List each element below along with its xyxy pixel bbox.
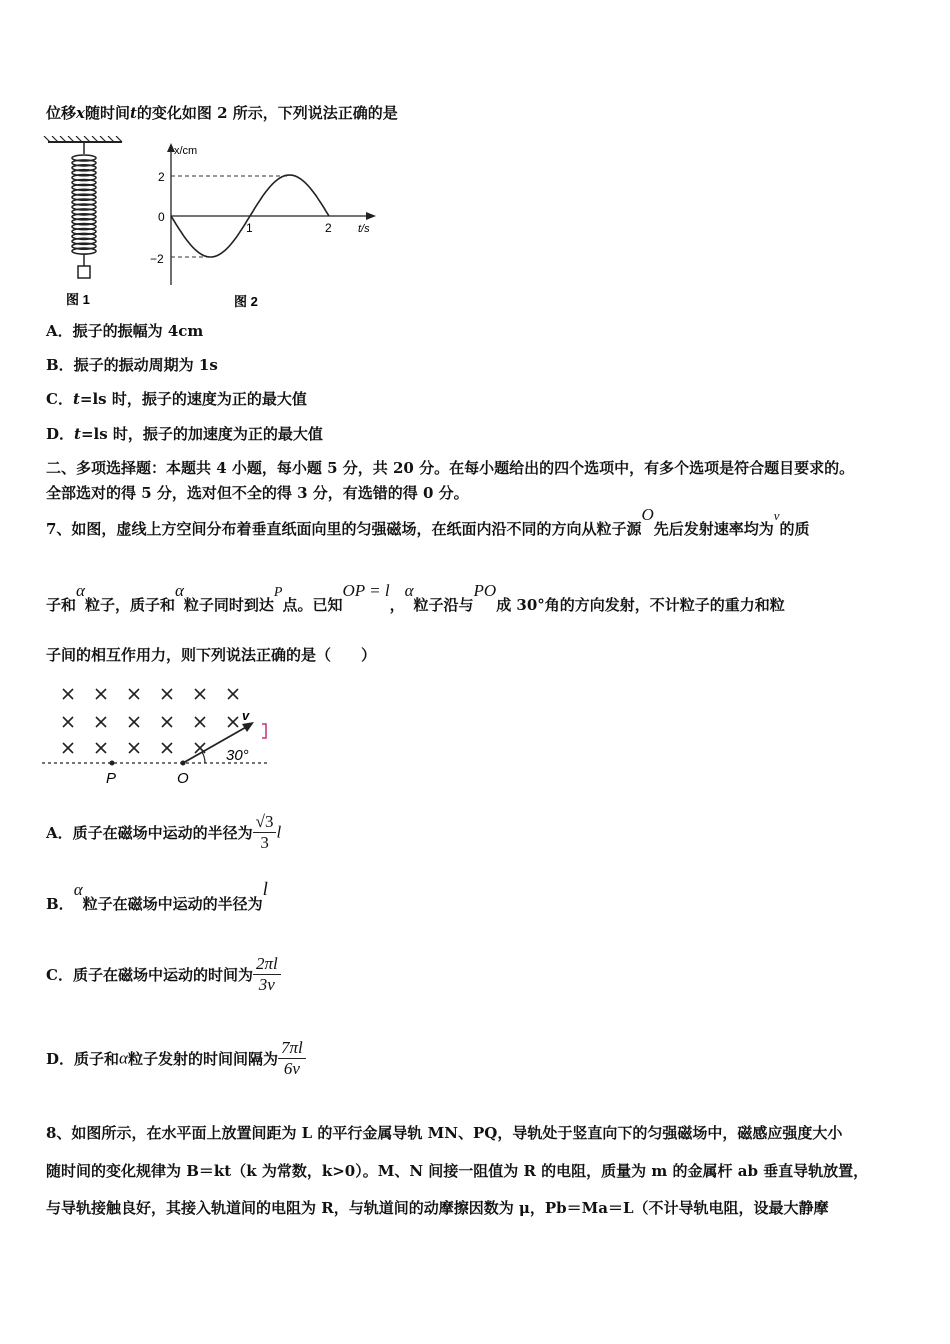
- q6-intro-b: 随时间: [84, 104, 130, 122]
- q7-line2: 子和α粒子，质子和α粒子同时到达P点。已知OP = l，α粒子沿与PO成 30°角的方向发射，不计粒子的重力和粒: [46, 581, 785, 614]
- tick-y-2: 2: [158, 170, 165, 184]
- xt-graph: [150, 140, 390, 310]
- symbol-v: v: [773, 508, 780, 523]
- symbol-alpha: α: [119, 1048, 128, 1068]
- fig1-caption: 图 1: [66, 292, 90, 307]
- symbol-O: O: [641, 505, 654, 524]
- tick-t-1: 1: [246, 221, 253, 235]
- tick-y-neg2: −2: [150, 252, 164, 266]
- tick-t-2: 2: [325, 221, 332, 235]
- q6-var-t: t: [129, 104, 137, 122]
- symbol-PO: PO: [473, 581, 497, 600]
- symbol-P: P: [273, 585, 283, 600]
- q6-var-x: x: [76, 104, 85, 122]
- tick-y-0: 0: [158, 210, 165, 224]
- magnetic-field-figure: [42, 680, 282, 790]
- fraction-2pil-over-3v: $\frac{2\pi l}{3v}$: [253, 954, 281, 995]
- fraction-7pil-over-6v: $\frac{7\pi l}{6v}$: [278, 1038, 306, 1079]
- section2-line2: 全部选对的得 5 分，选对但不全的得 3 分，有选错的得 0 分。: [46, 484, 469, 502]
- symbol-OP-eq-l: OP = l: [342, 581, 390, 600]
- fraction-sqrt3-over-3: $\frac{√3}{3}$: [253, 812, 277, 853]
- q6-option-d: D．t=ls 时，振子的加速度为正的最大值: [46, 425, 323, 443]
- q6-intro-c: 的变化如图 2 所示，下列说法正确的是: [136, 104, 398, 122]
- symbol-alpha: α: [76, 581, 85, 600]
- q6-option-a: A．振子的振幅为 4cm: [46, 322, 204, 340]
- q6-option-b: B．振子的振动周期为 1s: [46, 356, 218, 374]
- q7-option-d: D．质子和α粒子发射的时间间隔为 $\frac{7\pi l}{6v}$: [46, 1038, 306, 1079]
- y-axis-label: x/cm: [174, 145, 198, 157]
- q8-line2: 随时间的变化规律为 B＝kt（k 为常数，k>0）。M、N 间接一阻值为 R 的电阻，质量为 m 的金属杆 ab 垂直导轨放置，: [46, 1162, 869, 1180]
- q7-line1: 7、如图，虚线上方空间分布着垂直纸面向里的匀强磁场，在纸面内沿不同的方向从粒子源O先后发射速率均为v的质: [46, 505, 810, 538]
- q6-intro-a: 位移: [46, 104, 77, 122]
- x-axis-label: t/s: [358, 223, 370, 235]
- fig-point-O: O: [177, 770, 189, 787]
- q8-line1: 8、如图所示，在水平面上放置间距为 L 的平行金属导轨 MN、PQ，导轨处于竖直向下的匀强磁场中，磁感应强度大小: [46, 1124, 843, 1142]
- fig-angle-label: 30°: [226, 747, 249, 764]
- q6-intro: [46, 102, 398, 123]
- q6-option-c: C．t=ls 时，振子的速度为正的最大值: [46, 390, 307, 408]
- q8-line3: 与导轨接触良好，其接入轨道间的电阻为 R，与轨道间的动摩擦因数为 μ，Pb＝Ma＝L（不计导轨电阻，设最大静摩: [46, 1199, 829, 1217]
- q7-option-a: A．质子在磁场中运动的半径为 $\frac{√3}{3}$ l: [46, 812, 282, 852]
- spring-figure: [40, 136, 130, 308]
- fig2-caption: 图 2: [234, 294, 258, 309]
- q7-option-b: B．α粒子在磁场中运动的半径为l: [46, 879, 268, 913]
- q7-line3: 子间的相互作用力，则下列说法正确的是（ ）: [46, 646, 377, 664]
- fig-point-P: P: [106, 770, 117, 787]
- symbol-alpha: α: [174, 581, 184, 600]
- q7-option-c: C．质子在磁场中运动的时间为 $\frac{2\pi l}{3v}$: [46, 954, 281, 995]
- symbol-alpha: α: [73, 880, 83, 899]
- fig-velocity-label: v: [242, 708, 250, 723]
- symbol-alpha: α: [404, 581, 414, 600]
- section2-line1: 二、多项选择题：本题共 4 小题，每小题 5 分，共 20 分。在每小题给出的四个选项中，有多个选项是符合题目要求的。: [46, 459, 855, 477]
